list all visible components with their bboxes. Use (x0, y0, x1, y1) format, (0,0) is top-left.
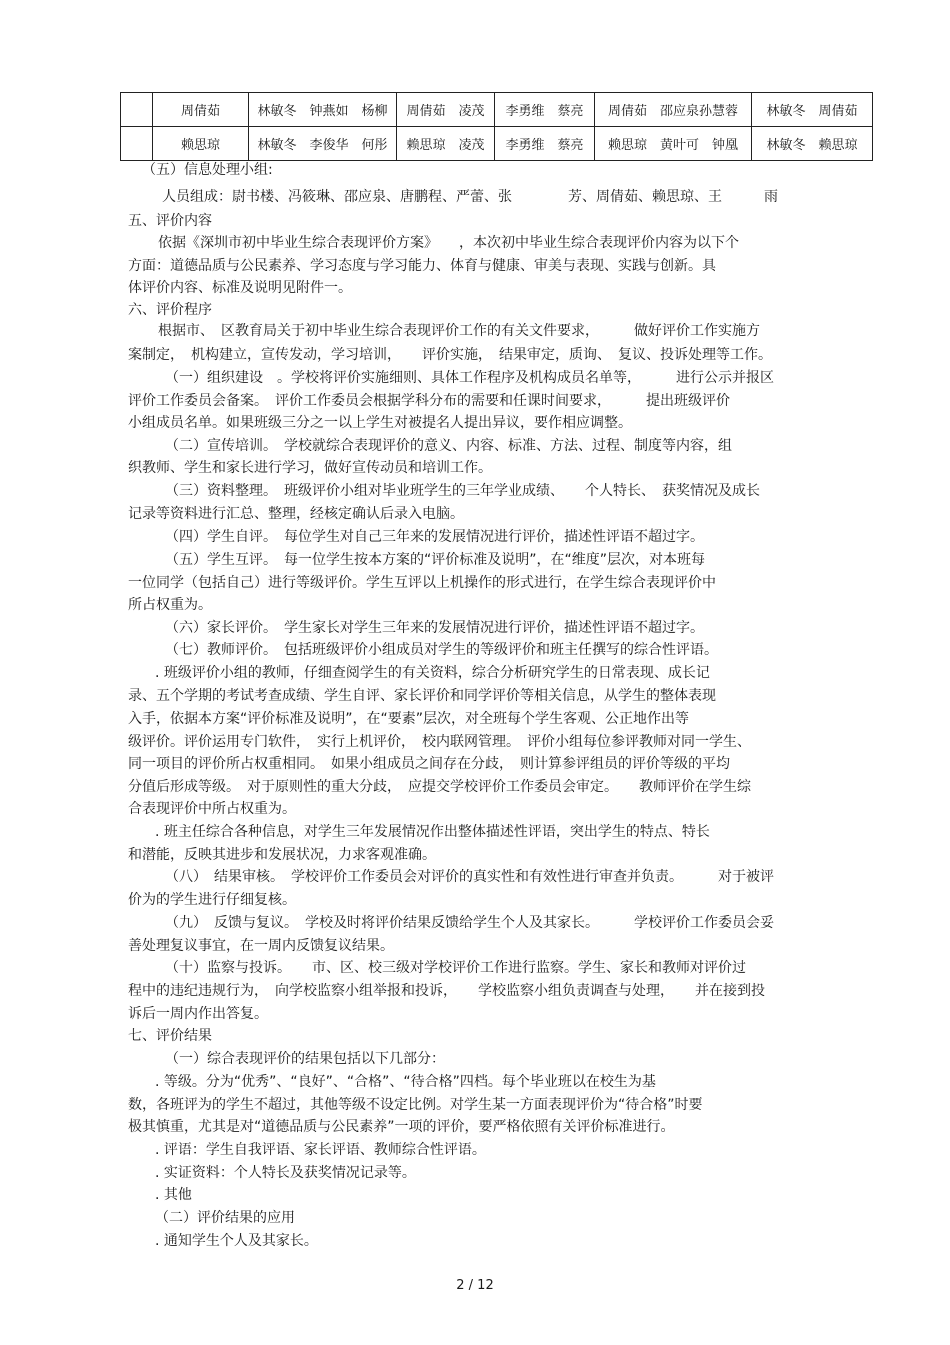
page-number: 2 / 12 (456, 1278, 494, 1293)
text-line: . 班级评价小组的教师，仔细查阅学生的有关资料，综合分析研究学生的日常表现、成长记 (155, 665, 710, 681)
text-line: 价为的学生进行仔细复核。 (128, 892, 296, 908)
table-cell: 林敏冬 赖思琼 (752, 127, 873, 161)
table-cell: 林敏冬 李俊华 何彤 (249, 127, 397, 161)
text-line: （一）组织建设 。学校将评价实施细则、具体工作程序及机构成员名单等， 进行公示并报区 (165, 370, 774, 386)
text-line: 记录等资料进行汇总、整理，经核定确认后录入电脑。 (128, 506, 464, 522)
text-line: . 实证资料：个人特长及获奖情况记录等。 (155, 1165, 416, 1181)
text-line: 极其慎重，尤其是对“道德品质与公民素养”一项的评价，要严格依照有关评价标准进行。 (128, 1119, 675, 1135)
text-line: （五）信息处理小组: (142, 162, 273, 178)
table-row (121, 127, 873, 161)
text-line: 体评价内容、标准及说明见附件一。 (128, 280, 352, 296)
text-line: 方面：道德品质与公民素养、学习态度与学习能力、体育与健康、审美与表现、实践与创新。具 (128, 258, 716, 274)
text-line: 级评价。评价运用专门软件， 实行上机评价， 校内联网管理。 评价小组每位参评教师对同一学生、 (128, 734, 751, 750)
table-cell: 周倩茹 (153, 93, 249, 127)
text-line: 数，各班评为的学生不超过，其他等级不设定比例。对学生某一方面表现评价为“待合格”时要 (128, 1097, 703, 1113)
table-cell: 周倩茹 凌茂 (397, 93, 495, 127)
text-line: 一位同学（包括自己）进行等级评价。学生互评以上机操作的形式进行，在学生综合表现评价中 (128, 575, 716, 591)
text-line: 小组成员名单。如果班级三分之一以上学生对被提名人提出异议，要作相应调整。 (128, 415, 632, 431)
text-line: 织教师、学生和家长进行学习，做好宣传动员和培训工作。 (128, 460, 492, 476)
table-cell: 李勇维 蔡亮 (495, 127, 595, 161)
text-line: 根据市、 区教育局关于初中毕业生综合表现评价工作的有关文件要求， 做好评价工作实施方 (158, 323, 760, 339)
table-cell (121, 93, 153, 127)
text-line: 诉后一周内作出答复。 (128, 1006, 268, 1022)
text-line: （十）监察与投诉。 市、区、校三级对学校评价工作进行监察。学生、家长和教师对评价过 (165, 960, 746, 976)
text-line: 录、五个学期的考试考查成绩、学生自评、家长评价和同学评价等相关信息，从学生的整体表现 (128, 688, 716, 704)
text-line: 评价工作委员会备案。 评价工作委员会根据学科分布的需要和任课时间要求， 提出班级评价 (128, 393, 730, 409)
table-cell: 林敏冬 周倩茹 (752, 93, 873, 127)
text-line: . 评语：学生自我评语、家长评语、教师综合性评语。 (155, 1142, 486, 1158)
text-line: . 其他 (155, 1187, 192, 1203)
text-line: （二）宣传培训。 学校就综合表现评价的意义、内容、标准、方法、过程、制度等内容，组 (165, 438, 732, 454)
text-line: （二）评价结果的应用 (155, 1210, 295, 1226)
table-cell (121, 127, 153, 161)
text-line: 依据《深圳市初中毕业生综合表现评价方案》 ，本次初中毕业生综合表现评价内容为以下个 (158, 235, 739, 251)
text-line: （六）家长评价。 学生家长对学生三年来的发展情况进行评价，描述性评语不超过字。 (165, 620, 704, 636)
text-line: 合表现评价中所占权重为。 (128, 801, 296, 817)
section-heading: 七、评价结果 (128, 1028, 212, 1044)
section-heading: 五、评价内容 (128, 213, 212, 229)
text-line: 所占权重为。 (128, 597, 212, 613)
table-row (121, 93, 873, 127)
table-cell: 林敏冬 钟燕如 杨柳 (249, 93, 397, 127)
section-heading: 六、评价程序 (128, 302, 212, 318)
table-cell: 赖思琼 黄叶可 钟凰 (595, 127, 752, 161)
table-cell: 赖思琼 (153, 127, 249, 161)
text-line: 善处理复议事宜，在一周内反馈复议结果。 (128, 938, 394, 954)
text-line: . 班主任综合各种信息，对学生三年发展情况作出整体描述性评语，突出学生的特点、特长 (155, 824, 710, 840)
text-line: . 等级。分为“优秀”、“良好”、“合格”、“待合格”四档。每个毕业班以在校生为基 (155, 1074, 656, 1090)
text-line: 人员组成：尉书楼、冯筱琳、邵应泉、唐鹏程、严蕾、张 芳、周倩茹、赖思琼、王 雨 (162, 189, 778, 205)
text-line: 案制定， 机构建立，宣传发动，学习培训， 评价实施， 结果审定，质询、 复议、投诉处理等工作。 (128, 347, 772, 363)
text-line: . 通知学生个人及其家长。 (155, 1233, 318, 1249)
text-line: （七）教师评价。 包括班级评价小组成员对学生的等级评价和班主任撰写的综合性评语。 (165, 642, 718, 658)
text-line: （一）综合表现评价的结果包括以下几部分： (165, 1051, 445, 1067)
text-line: 分值后形成等级。 对于原则性的重大分歧， 应提交学校评价工作委员会审定。 教师评价在学生综 (128, 779, 751, 795)
text-line: （四）学生自评。 每位学生对自己三年来的发展情况进行评价，描述性评语不超过字。 (165, 529, 704, 545)
text-line: 程中的违纪违规行为， 向学校监察小组举报和投诉， 学校监察小组负责调查与处理， 并在接到投 (128, 983, 765, 999)
table-cell: 周倩茹 邵应泉孙慧蓉 (595, 93, 752, 127)
table-cell: 赖思琼 凌茂 (397, 127, 495, 161)
table-cell: 李勇维 蔡亮 (495, 93, 595, 127)
roster-table (120, 92, 873, 161)
text-line: （八） 结果审核。 学校评价工作委员会对评价的真实性和有效性进行审查并负责。 对于被评 (165, 869, 774, 885)
text-line: 和潜能，反映其进步和发展状况，力求客观准确。 (128, 847, 436, 863)
text-line: （三）资料整理。 班级评价小组对毕业班学生的三年学业成绩、 个人特长、 获奖情况及成长 (165, 483, 760, 499)
text-line: （五）学生互评。 每一位学生按本方案的“评价标准及说明”，在“维度”层次，对本班每 (165, 552, 706, 568)
text-line: （九） 反馈与复议。 学校及时将评价结果反馈给学生个人及其家长。 学校评价工作委员会妥 (165, 915, 774, 931)
text-line: 同一项目的评价所占权重相同。 如果小组成员之间存在分歧， 则计算参评组员的评价等级的平均 (128, 756, 730, 772)
text-line: 入手，依据本方案“评价标准及说明”，在“要素”层次，对全班每个学生客观、公正地作出等 (128, 711, 690, 727)
